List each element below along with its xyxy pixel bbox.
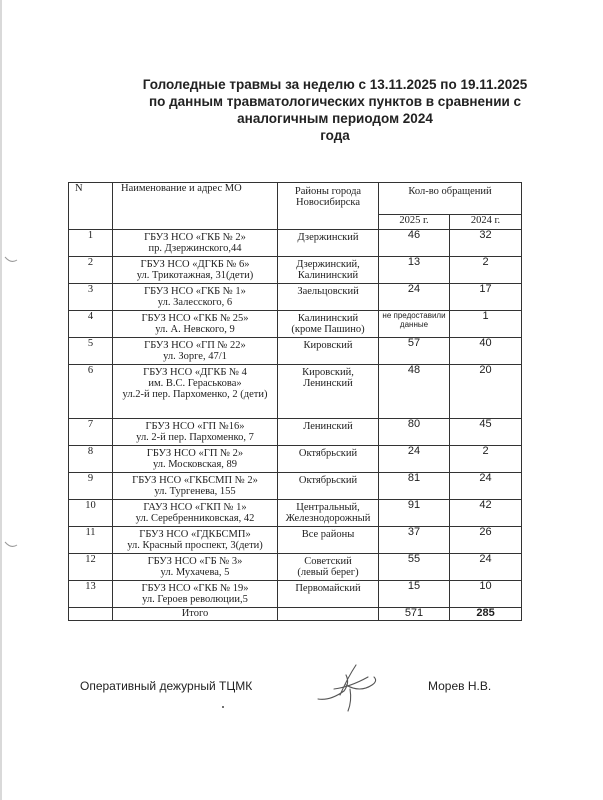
count-2024: 32 (450, 230, 522, 257)
facility-line: ГБУЗ НСО «ГП № 2» (146, 448, 244, 459)
row-number: 10 (69, 500, 113, 527)
district-line: Дзержинский, (296, 259, 360, 270)
facility-cell (113, 527, 278, 554)
header-year-2025: 2025 г. (379, 215, 450, 230)
punch-mark-icon (4, 540, 18, 550)
count-2024: 24 (450, 473, 522, 500)
table-row (69, 473, 522, 500)
table-row (69, 500, 522, 527)
count-2024: 2 (450, 257, 522, 284)
count-2024: 45 (450, 419, 522, 446)
count-2024: 24 (450, 554, 522, 581)
district-line: Центральный, (296, 502, 360, 513)
header-name-address: Наименование и адрес МО (113, 183, 278, 230)
page-edge (0, 0, 2, 800)
district-line: (левый берег) (297, 567, 359, 578)
district-cell (278, 419, 379, 446)
facility-cell (113, 446, 278, 473)
report-title (110, 76, 560, 144)
count-2024: 2 (450, 446, 522, 473)
district-cell (278, 365, 379, 419)
row-number: 2 (69, 257, 113, 284)
row-number: 11 (69, 527, 113, 554)
table-row (69, 284, 522, 311)
total-2024: 285 (450, 608, 522, 621)
district-cell (278, 230, 379, 257)
injury-table (68, 182, 522, 621)
district-line: Октябрьский (298, 448, 358, 459)
table-row (69, 527, 522, 554)
count-2025: 24 (379, 284, 450, 311)
row-number: 5 (69, 338, 113, 365)
facility-line: ГБУЗ НСО «ГКБ № 25» (141, 313, 249, 324)
district-cell (278, 338, 379, 365)
count-2024: 1 (450, 311, 522, 338)
row-number: 6 (69, 365, 113, 419)
facility-cell (113, 473, 278, 500)
facility-line: ГБУЗ НСО «ГКБ № 19» (141, 583, 249, 594)
signer-name: Морев Н.В. (428, 679, 492, 693)
facility-line: ГБУЗ НСО «ГКБ № 1» (144, 286, 246, 297)
table-row (69, 446, 522, 473)
title-line: по данным травматологических пунктов в сравнении с (148, 94, 522, 109)
district-line: Октябрьский (298, 475, 358, 486)
header-year-2024: 2024 г. (450, 215, 522, 230)
facility-line: ул. Мухачева, 5 (160, 567, 230, 578)
district-line: Железнодорожный (285, 513, 371, 524)
count-2025: 91 (379, 500, 450, 527)
row-number: 13 (69, 581, 113, 608)
count-2024: 40 (450, 338, 522, 365)
district-cell (278, 554, 379, 581)
count-2024: 26 (450, 527, 522, 554)
count-2025: 55 (379, 554, 450, 581)
district-cell (278, 527, 379, 554)
district-cell (278, 257, 379, 284)
facility-line: ул. Серебренниковская, 42 (135, 513, 255, 524)
row-number: 7 (69, 419, 113, 446)
facility-cell (113, 230, 278, 257)
facility-line: ул. Тургенева, 155 (154, 486, 236, 497)
title-line: Гололедные травмы за неделю с 13.11.2025 по 19.11.2025 (142, 77, 528, 92)
header-districts-line: Районы города (294, 186, 362, 197)
count-2024: 10 (450, 581, 522, 608)
title-line: аналогичным периодом 2024 (237, 111, 433, 126)
facility-line: ГБУЗ НСО «ГП №16» (145, 421, 245, 432)
district-line: Кировский (303, 340, 353, 351)
district-line: Советский (304, 556, 352, 567)
facility-line: ул. А. Невского, 9 (155, 324, 235, 335)
header-districts-line: Новосибирска (296, 197, 360, 208)
row-number: 3 (69, 284, 113, 311)
header-count: Кол-во обращений (379, 183, 522, 215)
facility-cell (113, 365, 278, 419)
facility-line: ул.2-й пер. Пархоменко, 2 (дети) (122, 389, 268, 400)
district-cell (278, 581, 379, 608)
table-row (69, 581, 522, 608)
facility-cell (113, 311, 278, 338)
district-line: Калининский (297, 313, 359, 324)
facility-line: ГБУЗ НСО «ДГКБ № 4 (143, 367, 247, 378)
row-number: 1 (69, 230, 113, 257)
count-2025: 37 (379, 527, 450, 554)
facility-line: ГБУЗ НСО «ГП № 22» (144, 340, 246, 351)
table-row (69, 230, 522, 257)
table-header-row (69, 183, 522, 215)
facility-cell (113, 419, 278, 446)
count-2025: 80 (379, 419, 450, 446)
table-row (69, 419, 522, 446)
total-row (69, 608, 522, 621)
district-line: Заельцовский (297, 286, 359, 297)
count-2025: 81 (379, 473, 450, 500)
district-cell (278, 473, 379, 500)
punch-mark-icon (4, 255, 18, 265)
count-2025: 57 (379, 338, 450, 365)
title-line: года (320, 128, 350, 143)
table-row (69, 338, 522, 365)
district-line: (кроме Пашино) (291, 324, 365, 335)
row-number: 12 (69, 554, 113, 581)
facility-line: ГБУЗ НСО «ГКБСМП № 2» (132, 475, 258, 486)
facility-cell (113, 284, 278, 311)
facility-line: ул. Зорге, 47/1 (163, 351, 227, 362)
facility-line: ул. Героев революции,5 (142, 594, 248, 605)
count-2025: 13 (379, 257, 450, 284)
facility-line: ГБУЗ НСО «ДГКБ № 6» (140, 259, 250, 270)
facility-line: ул. 2-й пер. Пархоменко, 7 (136, 432, 254, 443)
total-2025: 571 (379, 608, 450, 621)
table-row (69, 311, 522, 338)
district-line: Калининский (297, 270, 359, 281)
table-row (69, 365, 522, 419)
facility-cell (113, 554, 278, 581)
row-number: 4 (69, 311, 113, 338)
count-2025: 48 (379, 365, 450, 419)
district-line: Кировский, (302, 367, 354, 378)
facility-line: ул. Трикотажная, 31(дети) (136, 270, 254, 281)
count-2024: 20 (450, 365, 522, 419)
facility-line: ул. Московская, 89 (152, 459, 238, 470)
facility-line: пр. Дзержинского,44 (148, 243, 242, 254)
district-cell (278, 500, 379, 527)
facility-cell (113, 581, 278, 608)
count-2025: 15 (379, 581, 450, 608)
district-cell (278, 311, 379, 338)
ink-dot (222, 706, 224, 708)
district-line: Все районы (301, 529, 355, 540)
facility-cell (113, 338, 278, 365)
total-empty-cell (278, 608, 379, 621)
facility-cell (113, 500, 278, 527)
count-2025: 24 (379, 446, 450, 473)
facility-line: ГАУЗ НСО «ГКП № 1» (143, 502, 247, 513)
facility-line: ул. Красный проспект, 3(дети) (127, 540, 263, 551)
district-cell (278, 284, 379, 311)
facility-line: им. В.С. Гераськова» (148, 378, 242, 389)
facility-line: ул. Залесского, 6 (157, 297, 233, 308)
count-2025: не предоставили данные (379, 311, 450, 338)
district-cell (278, 446, 379, 473)
facility-line: ГБУЗ НСО «ГДКБСМП» (139, 529, 251, 540)
facility-line: ГБУЗ НСО «ГБ № 3» (147, 556, 243, 567)
district-line: Дзержинский (297, 232, 359, 243)
table-row (69, 554, 522, 581)
count-2025: 46 (379, 230, 450, 257)
table-row (69, 257, 522, 284)
header-number: N (69, 183, 113, 230)
total-empty-cell (69, 608, 113, 621)
total-label: Итого (113, 608, 278, 621)
facility-cell (113, 257, 278, 284)
district-line: Ленинский (303, 378, 353, 389)
facility-line: ГБУЗ НСО «ГКБ № 2» (144, 232, 246, 243)
district-line: Первомайский (295, 583, 361, 594)
header-districts (278, 183, 379, 230)
signature-icon (310, 655, 390, 715)
row-number: 8 (69, 446, 113, 473)
row-number: 9 (69, 473, 113, 500)
count-2024: 17 (450, 284, 522, 311)
district-line: Ленинский (303, 421, 353, 432)
duty-officer-position: Оперативный дежурный ТЦМК (80, 679, 253, 693)
count-2024: 42 (450, 500, 522, 527)
